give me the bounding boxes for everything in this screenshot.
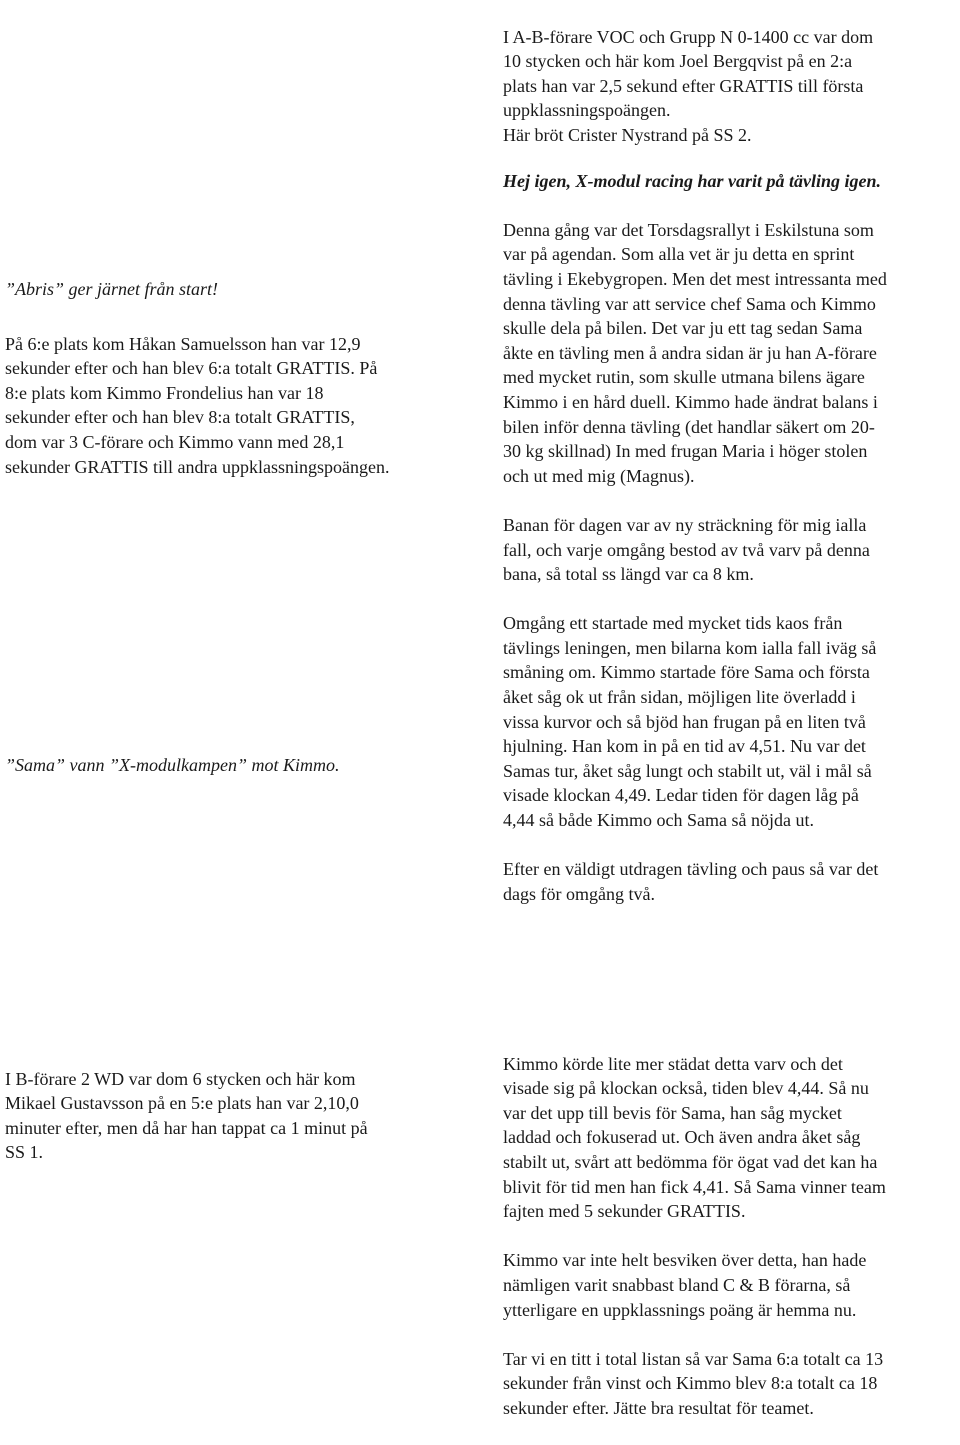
article-paragraph: Omgång ett startade med mycket tids kaos från tävlings leningen, men bilarna kom ialla fall iväg så småning om. Kimmo startade före Sama och första åket såg ok ut från sidan, möjligen lite överladd i vissa kurvor och så bjöd han frugan på en liten två hjulning. Han kom in på en tid av 4,51. Nu var det Samas tur, åket såg lungt och stabilt ut, väl i mål så visade klockan 4,49. Ledar tiden för dagen låg på 4,44 så både Kimmo och Sama så nöjda ut. [503, 613, 877, 831]
article-paragraph: Tar vi en titt i total listan så var Sama 6:a totalt ca 13 sekunder från vinst och Kimmo blev 8:a totalt ca 18 sekunder efter. Jätte bra resultat för teamet. [503, 1348, 884, 1418]
class-results-text: På 6:e plats kom Håkan Samuelsson han var 12,9 sekunder efter och han blev 6:a totalt GRATTIS. På 8:e plats kom Kimmo Frondelius han var 18 sekunder efter och han blev 8:a totalt GRATTIS, dom var 3 C-förare och Kimmo vann med 28,1 sekunder GRATTIS till andra uppklassningspoängen. [5, 333, 390, 477]
article-paragraph: Efter en väldigt utdragen tävling och paus så var det dags för omgång två. [503, 859, 879, 904]
article-paragraph: Kimmo körde lite mer städat detta varv och det visade sig på klockan också, tiden blev 4,44. Så nu var det upp till bevis för Sama, han såg mycket laddad och fokuserad ut. Och även andra åket såg stabilt ut, svårt att bedömma för ögat vad det kan ha blivit för tid men han fick 4,41. Så Sama vinner team fajten med 5 sekunder GRATTIS. [503, 1053, 886, 1222]
photo-caption-abris: ”Abris” ger järnet från start! [5, 279, 219, 299]
class-results-text: I A-B-förare VOC och Grupp N 0-1400 cc var dom 10 stycken och här kom Joel Bergqvist på en 2:a plats han var 2,5 sekund efter GRATTIS till första uppklassningspoängen. Här bröt Crister Nystrand på SS 2. [503, 26, 874, 145]
article-paragraph: Banan för dagen var av ny sträckning för mig ialla fall, och varje omgång bestod av två varv på denna bana, så total ss längd var ca 8 km. [503, 514, 870, 585]
class-results-text: I B-förare 2 WD var dom 6 stycken och här kom Mikael Gustavsson på en 5:e plats han var 2,10,0 minuter efter, men då har han tappat ca 1 minut på SS 1. [5, 1068, 368, 1163]
photo-caption-sama: ”Sama” vann ”X-modulkampen” mot Kimmo. [5, 755, 340, 775]
article-heading: Hej igen, X-modul racing har varit på tävling igen. [503, 170, 882, 191]
class-results-c [5, 307, 475, 504]
class-results-b-2wd [5, 1042, 475, 1190]
article-body [503, 144, 958, 931]
article-continuation [503, 1027, 958, 1445]
article-paragraph: Denna gång var det Torsdagsrallyt i Eskilstuna som var på agendan. Som alla vet är ju detta en sprint tävling i Ekebygropen. Men det mest intressanta med denna tävling var att service chef Sama och Kimmo skulle dela på bilen. Det var ju ett tag sedan Sama åkte en tävling men å andra sidan är ju han A-förare med mycket rutin, som skulle utmana bilens ägare Kimmo i en hård duell. Kimmo hade ändrat balans i bilen inför denna tävling (det handlar säkert om 20- 30 kg skillnad) In med frugan Maria i höger stolen och ut med mig (Magnus). [503, 219, 887, 486]
article-paragraph: Kimmo var inte helt besviken över detta, han hade nämligen varit snabbast bland C & B förarna, så ytterligare en uppklassnings poäng är hemma nu. [503, 1250, 867, 1320]
